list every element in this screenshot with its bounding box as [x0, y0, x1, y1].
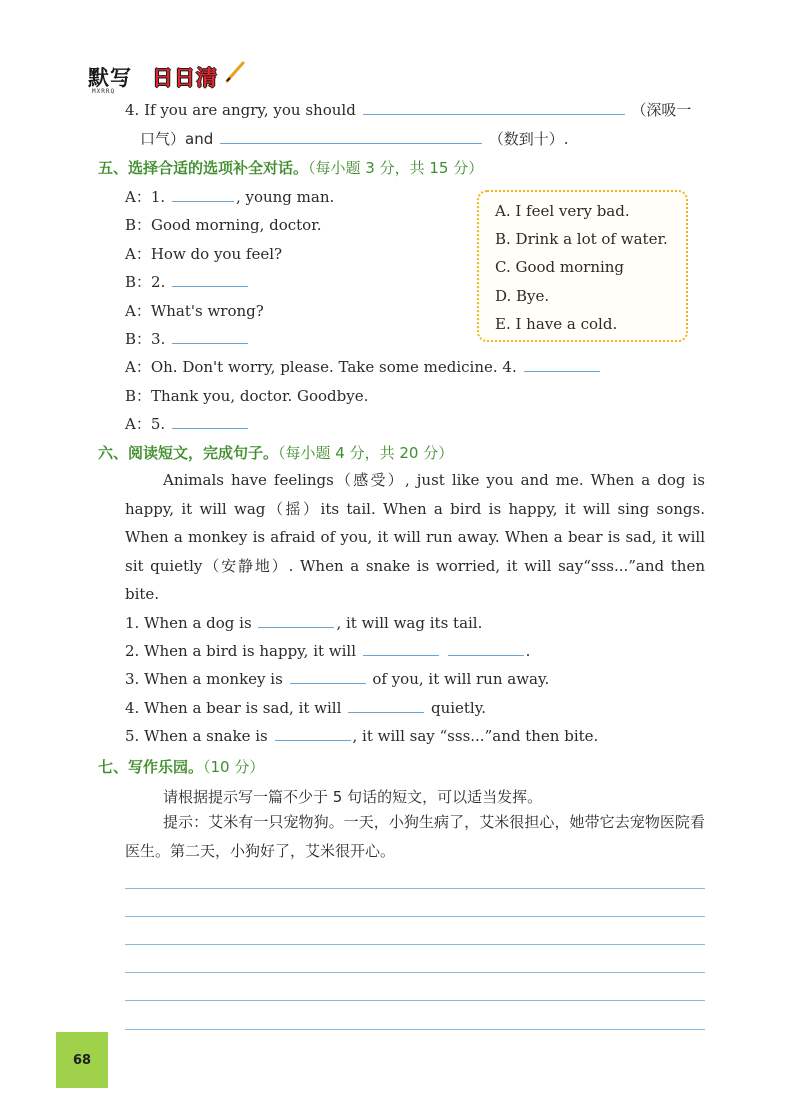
- option-c: C. Good morning: [495, 258, 625, 276]
- question-text: 5. When a snake is: [125, 727, 268, 745]
- dialogue-text: B：3.: [125, 330, 166, 348]
- section-6-title: [98, 442, 453, 463]
- option-d: D. Bye.: [495, 287, 550, 305]
- section-7-title: [98, 756, 264, 777]
- item-4-line-2: [140, 128, 569, 149]
- writing-line[interactable]: [125, 944, 705, 945]
- writing-instruction: 请根据提示写一篇不少于 5 句话的短文，可以适当发挥。: [163, 788, 543, 806]
- question-4: [125, 699, 486, 717]
- writing-line[interactable]: [125, 1029, 705, 1030]
- question-1: [125, 614, 482, 632]
- section-7-heading: 七、写作乐园。: [98, 758, 204, 776]
- dialogue-line-9: [125, 413, 250, 434]
- dialogue-text: A：What's wrong?: [125, 302, 264, 320]
- question-text: 3. When a monkey is: [125, 670, 283, 688]
- option-b: B. Drink a lot of water.: [495, 230, 668, 248]
- answer-blank[interactable]: [172, 330, 248, 344]
- writing-line[interactable]: [125, 972, 705, 973]
- writing-line[interactable]: [125, 888, 705, 889]
- section-7-points: （10 分）: [203, 758, 265, 776]
- question-text: , it will say “sss...”and then bite.: [352, 727, 599, 745]
- question-2: [125, 642, 530, 660]
- dialogue-line-7: [125, 356, 602, 377]
- answer-blank[interactable]: [172, 188, 234, 202]
- dialogue-text: A：How do you feel?: [125, 245, 283, 263]
- answer-blank[interactable]: [258, 614, 334, 628]
- item-4-text: 4. If you are angry, you should: [125, 101, 356, 119]
- answer-blank[interactable]: [172, 273, 248, 287]
- section-6-heading: 六、阅读短文，完成句子。: [98, 444, 279, 462]
- item-4-text-2: 口气）and: [140, 130, 214, 148]
- dialogue-text: A：1.: [125, 188, 166, 206]
- writing-hint: 提示：艾米有一只宠物狗。一天，小狗生病了，艾米很担心，她带它去宠物医院看医生。第二天，小狗好了，艾米很开心。: [125, 813, 705, 860]
- dialogue-line-5: [125, 300, 264, 321]
- logo-text-dark: 默写: [88, 66, 132, 90]
- dialogue-line-6: [125, 328, 250, 349]
- options-box: [477, 190, 688, 342]
- series-logo: [88, 58, 248, 98]
- answer-blank[interactable]: [363, 642, 439, 656]
- item-4-hint-1: （深吸一: [631, 101, 692, 119]
- section-5-heading: 五、选择合适的选项补全对话。: [98, 159, 309, 177]
- dialogue-text: B：Thank you, doctor. Goodbye.: [125, 387, 369, 405]
- dialogue-text: , young man.: [235, 188, 335, 206]
- dialogue-text: A：5.: [125, 415, 166, 433]
- question-text: quietly.: [430, 699, 486, 717]
- option-a: A. I feel very bad.: [495, 202, 630, 220]
- question-text: 4. When a bear is sad, it will: [125, 699, 342, 717]
- item-4-hint-2: （数到十）.: [488, 130, 569, 148]
- answer-blank[interactable]: [275, 727, 351, 741]
- question-5: [125, 727, 598, 745]
- pen-icon: [224, 60, 246, 84]
- answer-blank[interactable]: [348, 699, 424, 713]
- question-text: of you, it will run away.: [372, 670, 550, 688]
- dialogue-text: B：Good morning, doctor.: [125, 216, 322, 234]
- dialogue-line-3: [125, 243, 282, 264]
- question-text: .: [525, 642, 531, 660]
- dialogue-text: B：2.: [125, 273, 166, 291]
- answer-blank[interactable]: [448, 642, 524, 656]
- dialogue-line-2: [125, 214, 322, 235]
- section-5-points: （每小题 3 分，共 15 分）: [308, 159, 484, 177]
- logo-subtext: MXRRQ: [92, 88, 116, 95]
- answer-blank[interactable]: [220, 130, 482, 144]
- question-3: [125, 670, 549, 688]
- page-number: 68: [56, 1032, 108, 1088]
- section-5-title: [98, 157, 483, 178]
- writing-line[interactable]: [125, 916, 705, 917]
- answer-blank[interactable]: [363, 101, 625, 115]
- writing-line[interactable]: [125, 1000, 705, 1001]
- section-6-points: （每小题 4 分，共 20 分）: [278, 444, 454, 462]
- dialogue-line-1: [125, 186, 334, 207]
- item-4-line-1: [125, 99, 691, 120]
- logo-text-red: 日日清: [152, 66, 218, 90]
- answer-blank[interactable]: [290, 670, 366, 684]
- answer-blank[interactable]: [172, 415, 248, 429]
- question-text: 1. When a dog is: [125, 614, 252, 632]
- dialogue-line-8: [125, 385, 368, 406]
- dialogue-text: A：Oh. Don't worry, please. Take some medicine. 4.: [125, 358, 517, 376]
- question-text: , it will wag its tail.: [336, 614, 483, 632]
- option-e: E. I have a cold.: [495, 315, 618, 333]
- reading-passage: Animals have feelings（感受）, just like you and me. When a dog is happy, it will wag（摇）its tail. When a bird is happy, it will sing songs. When a monkey is afraid of you, it will run away. When a bear is sad, it will sit quietly（安静地）. When a snake is worried, it will say“sss...”and then bite.: [125, 471, 705, 603]
- answer-blank[interactable]: [524, 358, 600, 372]
- dialogue-line-4: [125, 271, 250, 292]
- question-text: 2. When a bird is happy, it will: [125, 642, 357, 660]
